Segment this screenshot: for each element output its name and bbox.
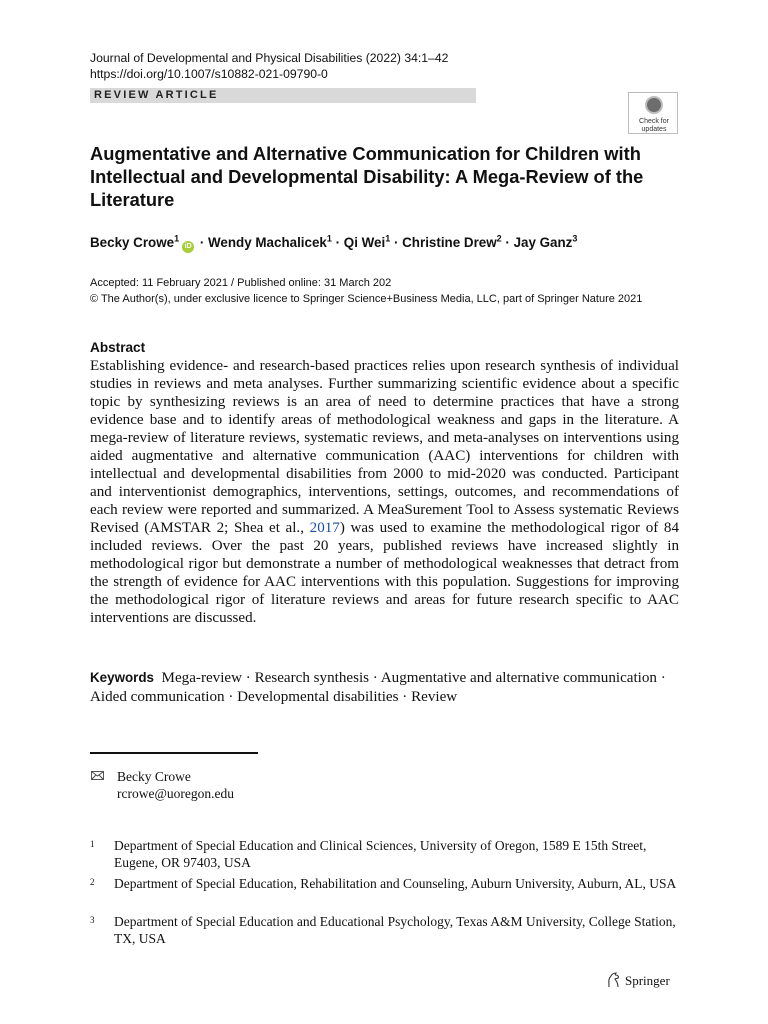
author-separator: · <box>390 235 403 250</box>
publisher-logo <box>606 972 670 990</box>
author-name: Wendy Machalicek <box>208 235 327 250</box>
author-name: Jay Ganz <box>513 235 573 250</box>
journal-citation: Journal of Developmental and Physical Disabilities (2022) 34:1–42 <box>90 51 449 65</box>
author-name: Qi Wei <box>343 235 386 250</box>
envelope-icon <box>91 771 104 780</box>
keywords <box>90 669 679 706</box>
abstract-text-part-2: ) was used to examine the methodological rigor of 84 included reviews. Over the past 20 years, published reviews have increased slightly in methodological rigor but demonstrate a number of methodological weaknesses that detract from the strength of evidence for AAC interventions with this population. Suggestions for improving the methodological rigor of literature reviews and areas for future research specific to AAC interventions are discussed. <box>90 520 679 626</box>
check-for-updates-badge[interactable] <box>628 92 678 134</box>
author-separator: · <box>331 235 344 250</box>
citation-link[interactable]: 2017 <box>309 520 340 536</box>
doi-link[interactable]: https://doi.org/10.1007/s10882-021-09790-0 <box>90 67 328 81</box>
affiliation-text: Department of Special Education and Clinical Sciences, University of Oregon, 1589 E 15th Street, Eugene, OR 97403, USA <box>114 838 647 870</box>
abstract-text <box>90 357 679 627</box>
author-affiliation-marker: 2 <box>496 233 502 244</box>
author-name: Becky Crowe <box>90 235 175 250</box>
affiliation-number: 3 <box>90 915 95 925</box>
author-separator: · <box>196 235 209 250</box>
copyright-notice: © The Author(s), under exclusive licence to Springer Science+Business Media, LLC, part of Springer Nature 2021 <box>90 293 643 305</box>
publisher-name: Springer <box>625 973 670 988</box>
springer-horse-icon <box>606 972 621 988</box>
footnote-divider <box>90 752 258 754</box>
article-type-label: REVIEW ARTICLE <box>94 89 219 101</box>
author-name: Christine Drew <box>402 235 497 250</box>
affiliation-number: 1 <box>90 839 95 849</box>
abstract-text-part-1: Establishing evidence- and research-based practices relies upon research synthesis of individual studies in reviews and meta analyses. Further summarizing scientific evidence about a specific topic by synthesizing reviews is an area of need to determine practices that have a strong evidence base and to identify areas of methodological weakness and gaps in the literature. A mega-review of literature reviews, systematic reviews, and meta-analyses on interventions using aided augmentative and alternative communication (AAC) interventions for children with intellectual and developmental disabilities from 2000 to mid-2020 was conducted. Participant and interventionist demographics, interventions, settings, outcomes, and recommendations of each review were reported and summarized. A MeaSurement Tool to Assess systematic Reviews Revised (AMSTAR 2; Shea et al., <box>90 358 679 536</box>
abstract-heading: Abstract <box>90 340 146 355</box>
article-title: Augmentative and Alternative Communication for Children with Intellectual and Developmental Disability: A Mega-Review of the Literature <box>90 143 644 210</box>
keywords-list: Mega-review · Research synthesis · Augmentative and alternative communication · Aided communication · Developmental disabilities · Review <box>90 670 666 705</box>
check-for-updates-label: Check for updates <box>639 118 669 133</box>
affiliation-text: Department of Special Education, Rehabilitation and Counseling, Auburn University, Auburn, AL, USA <box>114 876 677 891</box>
orcid-icon[interactable]: iD <box>182 241 194 253</box>
keywords-label: Keywords <box>90 670 154 685</box>
author-separator: · <box>501 235 514 250</box>
author-affiliation-marker: 1 <box>326 233 332 244</box>
corresponding-author-email[interactable]: rcrowe@uoregon.edu <box>117 786 235 801</box>
bookmark-icon <box>645 96 663 114</box>
author-affiliation-marker: 3 <box>572 233 578 244</box>
affiliation-number: 2 <box>90 877 95 887</box>
affiliation-text: Department of Special Education and Educational Psychology, Texas A&M University, College Station, TX, USA <box>114 914 676 946</box>
author-affiliation-marker: 1 <box>174 233 180 244</box>
corresponding-author-name: Becky Crowe <box>117 769 191 784</box>
publication-dates: Accepted: 11 February 2021 / Published online: 31 March 202 <box>90 277 392 289</box>
author-list <box>90 234 577 253</box>
author-affiliation-marker: 1 <box>385 233 391 244</box>
